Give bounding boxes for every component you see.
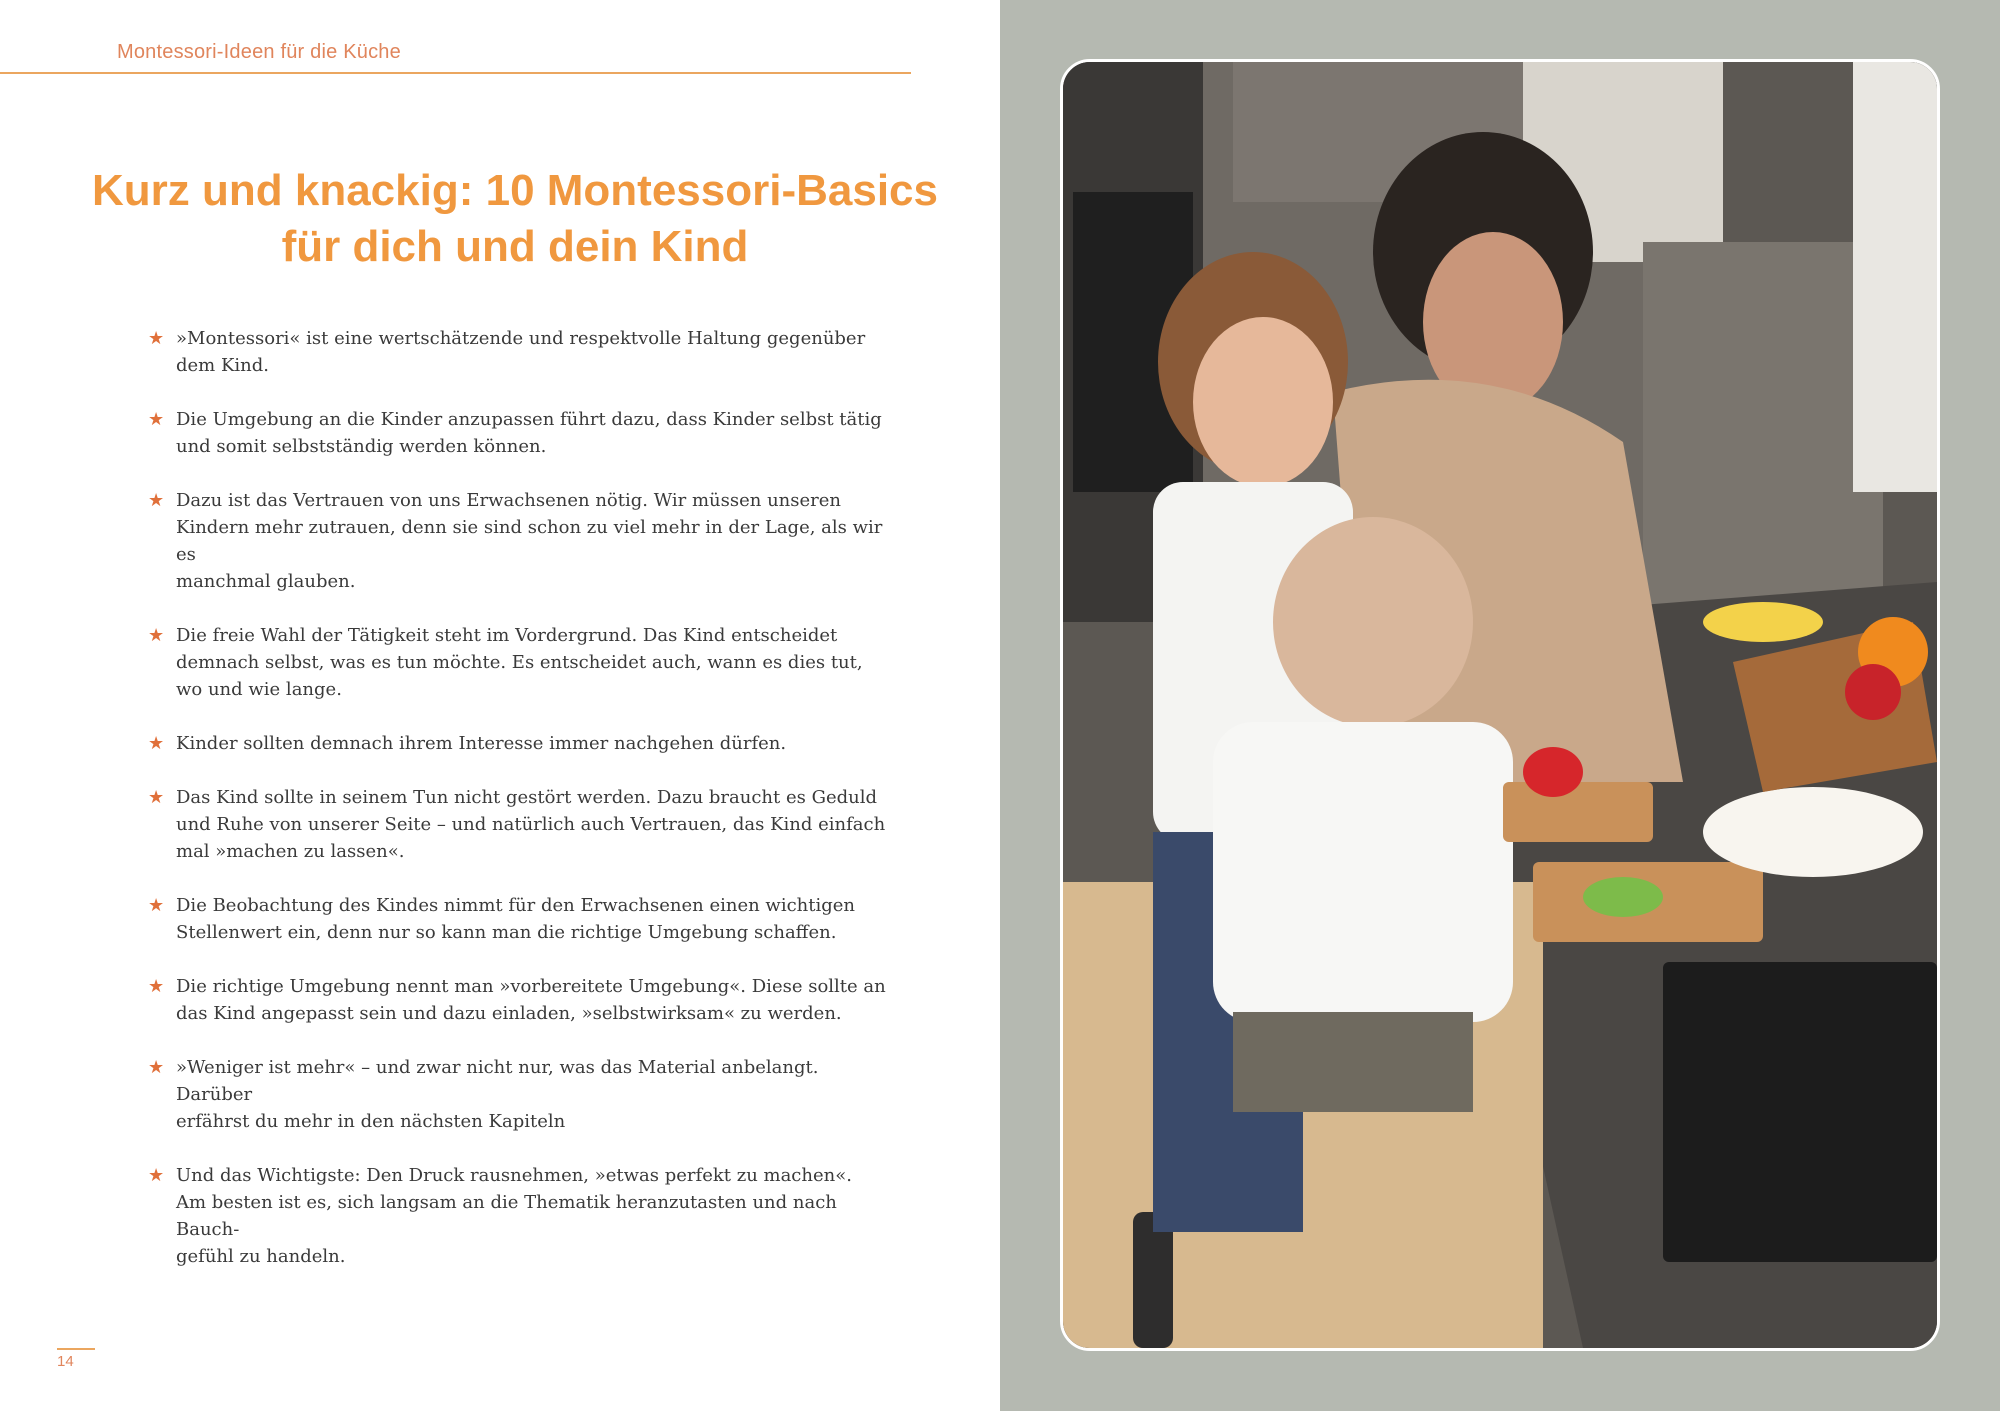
list-item: ★ Die Umgebung an die Kinder anzupassen führt dazu, dass Kinder selbst tätig und somit selbstständig werden können. (148, 406, 888, 460)
list-item: ★ Die richtige Umgebung nennt man »vorbereitete Umgebung«. Diese sollte an das Kind angepasst sein und dazu einladen, »selbstwirksam« zu werden. (148, 973, 888, 1027)
star-icon: ★ (148, 328, 165, 349)
title-line-2: für dich und dein Kind (281, 222, 749, 272)
basics-list (148, 325, 888, 1297)
list-item: ★ Die freie Wahl der Tätigkeit steht im Vordergrund. Das Kind entscheidet demnach selbst, was es tun möchte. Es entscheidet auch, wann es dies tut, wo und wie lange. (148, 622, 888, 703)
star-icon: ★ (148, 625, 165, 646)
kitchen-photo-illustration (1063, 62, 1937, 1348)
star-icon: ★ (148, 733, 165, 754)
title-line-1: Kurz und knackig: 10 Montessori-Basics (92, 166, 938, 216)
list-item: ★ Das Kind sollte in seinem Tun nicht gestört werden. Dazu braucht es Geduld und Ruhe von unserer Seite – und natürlich auch Vertrauen, das Kind einfach mal »machen zu lassen«. (148, 784, 888, 865)
star-icon: ★ (148, 409, 165, 430)
list-item: ★ Kinder sollten demnach ihrem Interesse immer nachgehen dürfen. (148, 730, 888, 757)
star-icon: ★ (148, 976, 165, 997)
list-item: ★ Dazu ist das Vertrauen von uns Erwachsenen nötig. Wir müssen unseren Kindern mehr zutrauen, denn sie sind schon zu viel mehr in der Lage, als wir es manchmal glauben. (148, 487, 888, 595)
star-icon: ★ (148, 1165, 165, 1186)
list-item: ★ Und das Wichtigste: Den Druck rausnehmen, »etwas perfekt zu machen«. Am besten ist es, sich langsam an die Thematik heranzutasten und nach Bauch- gefühl zu handeln. (148, 1162, 888, 1270)
running-head: Montessori-Ideen für die Küche (117, 41, 401, 63)
list-item: ★ »Weniger ist mehr« – und zwar nicht nur, was das Material anbelangt. Darüber erfährst du mehr in den nächsten Kapiteln (148, 1054, 888, 1135)
page-title (80, 163, 950, 275)
star-icon: ★ (148, 787, 165, 808)
list-item: ★ »Montessori« ist eine wertschätzende und respektvolle Haltung gegenüber dem Kind. (148, 325, 888, 379)
kitchen-photo (1060, 59, 1940, 1351)
header-rule (0, 72, 911, 74)
page-number: 14 (57, 1353, 74, 1370)
footer-rule (57, 1348, 95, 1350)
star-icon: ★ (148, 1057, 165, 1078)
right-page (1000, 0, 2000, 1411)
star-icon: ★ (148, 895, 165, 916)
list-item: ★ Die Beobachtung des Kindes nimmt für den Erwachsenen einen wichtigen Stellenwert ein, denn nur so kann man die richtige Umgebung schaffen. (148, 892, 888, 946)
star-icon: ★ (148, 490, 165, 511)
